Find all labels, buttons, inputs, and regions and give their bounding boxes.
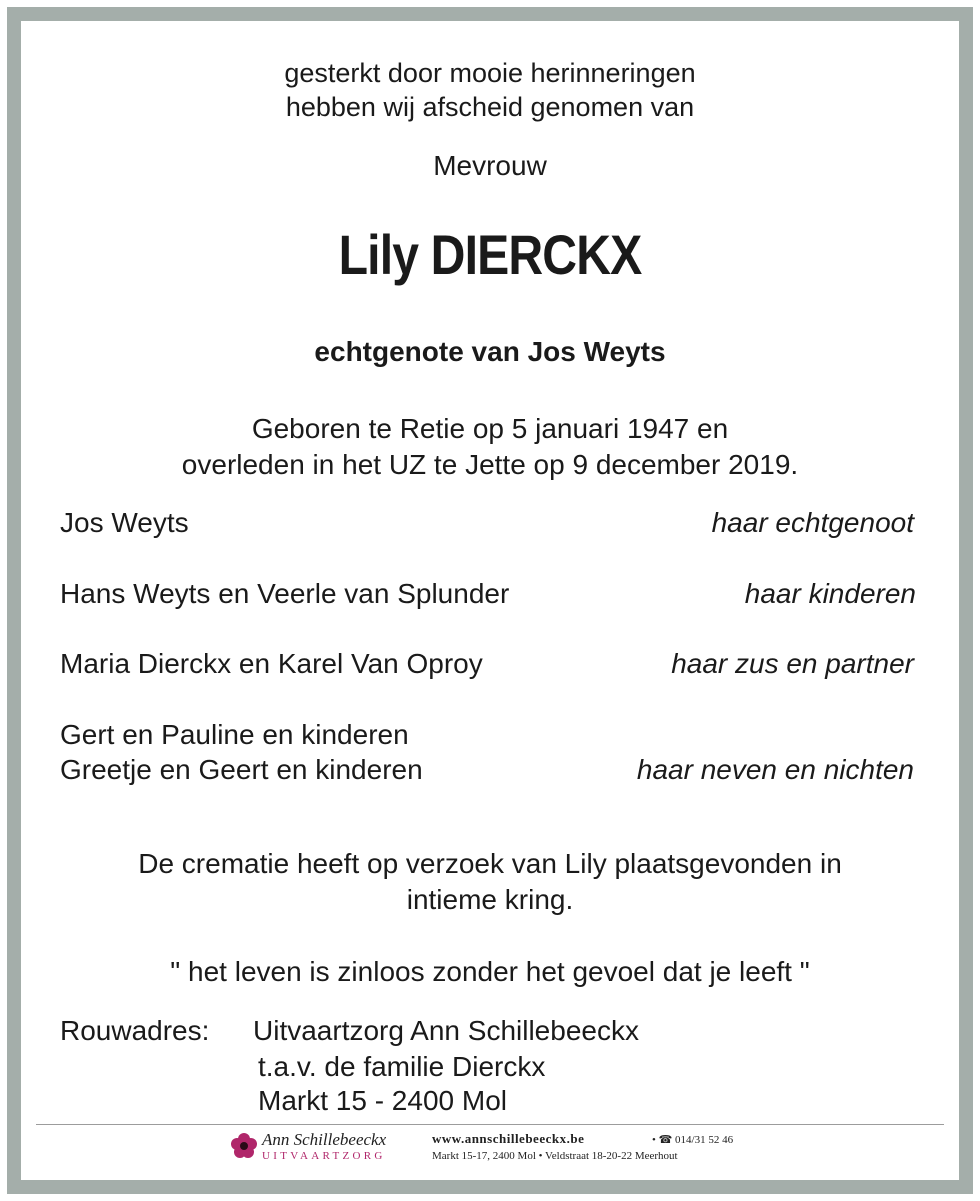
family-relation: haar neven en nichten: [636, 754, 914, 785]
family-name: Hans Weyts en Veerle van Splunder: [60, 578, 510, 609]
cremation-line-1: De crematie heeft op verzoek van Lily plaatsgevonden in: [138, 848, 842, 879]
rouwadres-line: t.a.v. de familie Dierckx: [258, 1051, 546, 1082]
flower-logo-icon: [230, 1132, 258, 1160]
family-name: Jos Weyts: [60, 507, 189, 538]
quote: " het leven is zinloos zonder het gevoel dat je leeft ": [170, 956, 810, 987]
spouse-line: echtgenote van Jos Weyts: [314, 336, 666, 367]
family-name: Maria Dierckx en Karel Van Oproy: [60, 648, 483, 679]
footer-website[interactable]: www.annschillebeeckx.be: [432, 1131, 585, 1146]
family-relation: haar kinderen: [744, 578, 916, 609]
family-relation: haar echtgenoot: [711, 507, 914, 538]
intro-line-1: gesterkt door mooie herinneringen: [284, 58, 696, 88]
intro-line-2: hebben wij afscheid genomen van: [285, 92, 695, 122]
title-prefix: Mevrouw: [433, 150, 547, 181]
deceased-name: Lily DIERCKX: [338, 223, 642, 286]
birth-line: Geboren te Retie op 5 januari 1947 en: [251, 413, 729, 444]
footer-divider: [36, 1124, 944, 1125]
logo-subtitle: UITVAARTZORG: [262, 1150, 386, 1162]
death-line: overleden in het UZ te Jette op 9 december 2019.: [181, 449, 799, 480]
rouwadres-line: Markt 15 - 2400 Mol: [258, 1085, 507, 1116]
logo-name: Ann Schillebeeckx: [262, 1130, 387, 1149]
cremation-line-2: intieme kring.: [406, 884, 574, 915]
rouwadres-line: Uitvaartzorg Ann Schillebeeckx: [253, 1015, 639, 1046]
family-name: Greetje en Geert en kinderen: [60, 754, 423, 785]
deceased-name-wrap: [0, 222, 980, 292]
family-relation: haar zus en partner: [671, 648, 914, 679]
rouwadres-label: Rouwadres:: [60, 1015, 210, 1046]
footer-phone: • ☎ 014/31 52 46: [652, 1134, 734, 1146]
footer-addresses: Markt 15-17, 2400 Mol • Veldstraat 18-20-22 Meerhout: [432, 1150, 678, 1162]
family-name: Gert en Pauline en kinderen: [60, 719, 409, 750]
